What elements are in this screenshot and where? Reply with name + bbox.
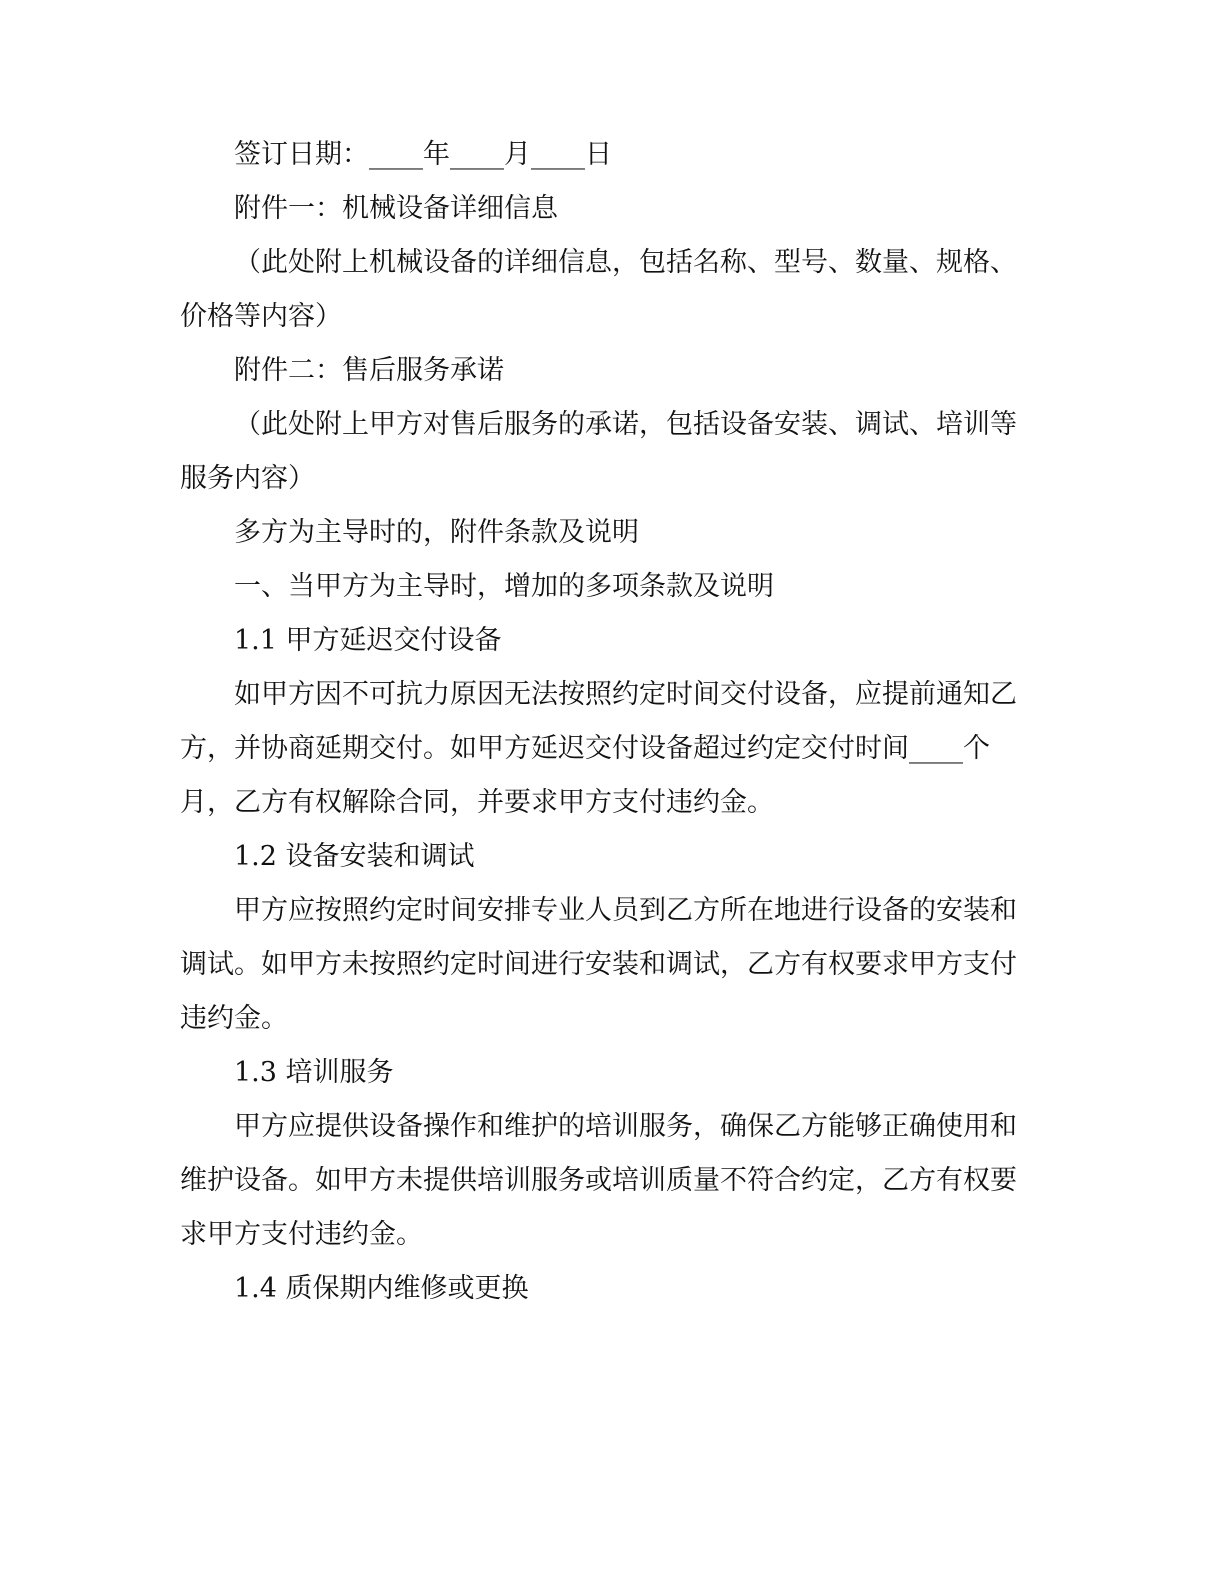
clause-1-3-body: 甲方应提供设备操作和维护的培训服务，确保乙方能够正确使用和维护设备。如甲方未提供培训服务或培训质量不符合约定，乙方有权要求甲方支付违约金。 bbox=[180, 1111, 1017, 1250]
clause-1-2-body: 甲方应按照约定时间安排专业人员到乙方所在地进行设备的安装和调试。如甲方未按照约定时间进行安装和调试，乙方有权要求甲方支付违约金。 bbox=[180, 895, 1017, 1034]
clause-1-1-heading: 1.1 甲方延迟交付设备 bbox=[234, 625, 502, 656]
attachment-2-heading: 附件二：售后服务承诺 bbox=[234, 355, 504, 386]
clause-1-3-heading: 1.3 培训服务 bbox=[234, 1057, 394, 1088]
clause-1-1-body: 如甲方因不可抗力原因无法按照约定时间交付设备，应提前通知乙方，并协商延期交付。如甲方延迟交付设备超过约定交付时间____个月，乙方有权解除合同，并要求甲方支付违约金。 bbox=[180, 679, 1017, 818]
attachment-1-heading: 附件一：机械设备详细信息 bbox=[234, 193, 558, 224]
clause-1-2-heading: 1.2 设备安装和调试 bbox=[234, 841, 475, 872]
section-1-heading: 一、当甲方为主导时，增加的多项条款及说明 bbox=[234, 571, 774, 602]
document-body bbox=[180, 128, 1020, 1316]
signing-date-line: 签订日期：____年____月____日 bbox=[234, 139, 612, 170]
clause-1-4-heading: 1.4 质保期内维修或更换 bbox=[234, 1273, 529, 1304]
attachment-2-note: （此处附上甲方对售后服务的承诺，包括设备安装、调试、培训等服务内容） bbox=[180, 409, 1017, 494]
attachment-1-note: （此处附上机械设备的详细信息，包括名称、型号、数量、规格、价格等内容） bbox=[180, 247, 1017, 332]
multi-party-heading: 多方为主导时的，附件条款及说明 bbox=[234, 517, 639, 548]
